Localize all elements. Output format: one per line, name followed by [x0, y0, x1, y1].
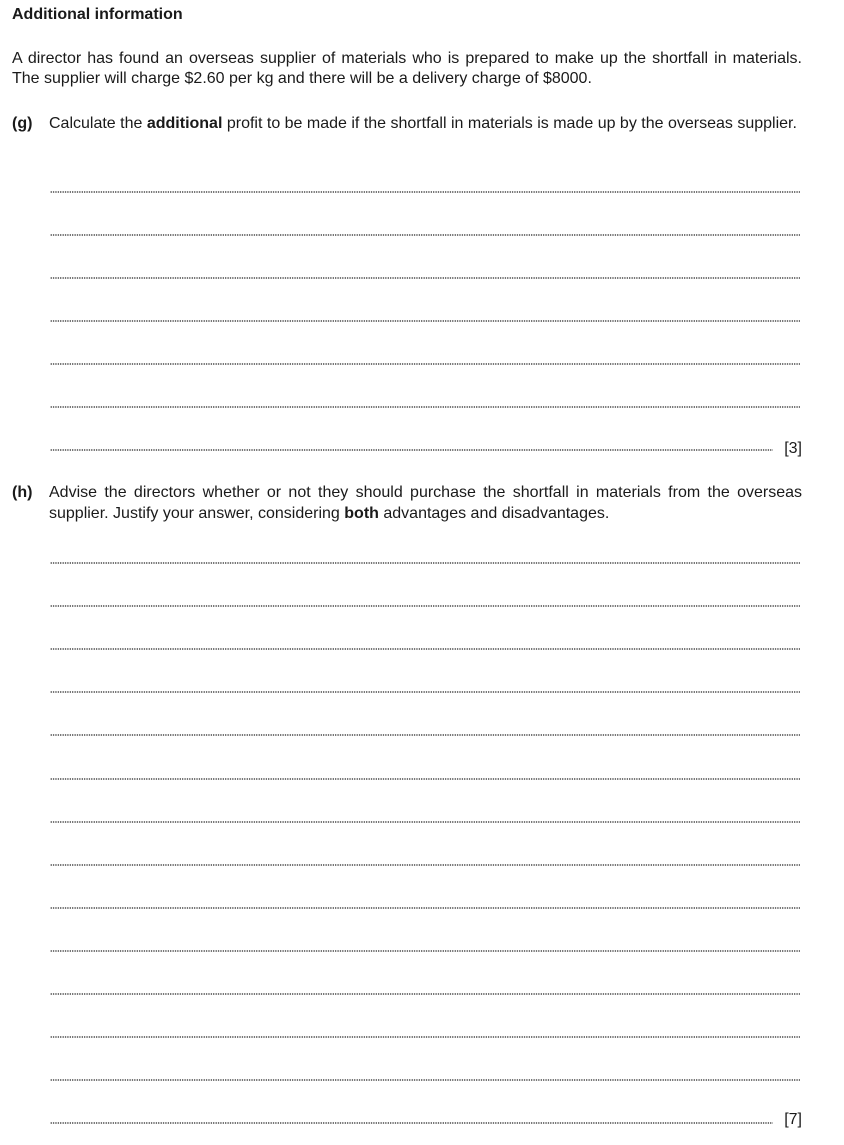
- question-h-answer-line[interactable]: [50, 562, 800, 564]
- question-g-text: [49, 113, 802, 134]
- question-h: [12, 482, 802, 524]
- question-h-answer-line[interactable]: [50, 1122, 773, 1124]
- question-h-answer-line[interactable]: [50, 1036, 800, 1038]
- question-h-answer-line[interactable]: [50, 950, 800, 952]
- marks-g: [3]: [784, 440, 802, 457]
- question-h-answer-line[interactable]: [50, 778, 800, 780]
- question-h-answer-line[interactable]: [50, 605, 800, 607]
- question-g-answer-line[interactable]: [50, 363, 800, 365]
- question-h-answer-line[interactable]: [50, 734, 800, 736]
- question-g-answer-line[interactable]: [50, 449, 773, 451]
- question-h-answer-line[interactable]: [50, 1079, 800, 1081]
- question-g-answer-line[interactable]: [50, 320, 800, 322]
- question-h-answer-line[interactable]: [50, 821, 800, 823]
- question-h-text-bold: both: [344, 505, 379, 522]
- question-g: [12, 113, 802, 134]
- question-g-text-bold: additional: [146, 115, 223, 132]
- question-g-answer-line[interactable]: [50, 234, 800, 236]
- question-h-label: (h): [12, 484, 33, 501]
- question-h-answer-line[interactable]: [50, 648, 800, 650]
- question-g-text-end: profit to be made if the shortfall in materials is made up by the overseas supplier.: [222, 115, 797, 132]
- question-h-text: [49, 482, 802, 524]
- question-h-answer-line[interactable]: [50, 993, 800, 995]
- question-h-text-start: Advise the directors whether or not they should purchase the shortfall in materials from the overseas supplier. Justify your answer, considering: [49, 484, 802, 522]
- question-h-text-end: advantages and disadvantages.: [378, 505, 610, 522]
- question-g-answer-line[interactable]: [50, 277, 800, 279]
- question-g-answer-line[interactable]: [50, 191, 800, 193]
- question-g-text-start: Calculate the: [49, 115, 147, 132]
- question-h-answer-line[interactable]: [50, 691, 800, 693]
- question-h-answer-line[interactable]: [50, 907, 800, 909]
- question-g-answer-line[interactable]: [50, 406, 800, 408]
- marks-h: [7]: [784, 1111, 802, 1128]
- intro-paragraph: A director has found an overseas supplier of materials who is prepared to make up the shortfall in materials. The supplier will charge $2.60 per kg and there will be a delivery charge of $8000.: [12, 50, 802, 87]
- question-g-label: (g): [12, 115, 33, 132]
- section-heading: Additional information: [12, 6, 183, 23]
- question-h-answer-line[interactable]: [50, 864, 800, 866]
